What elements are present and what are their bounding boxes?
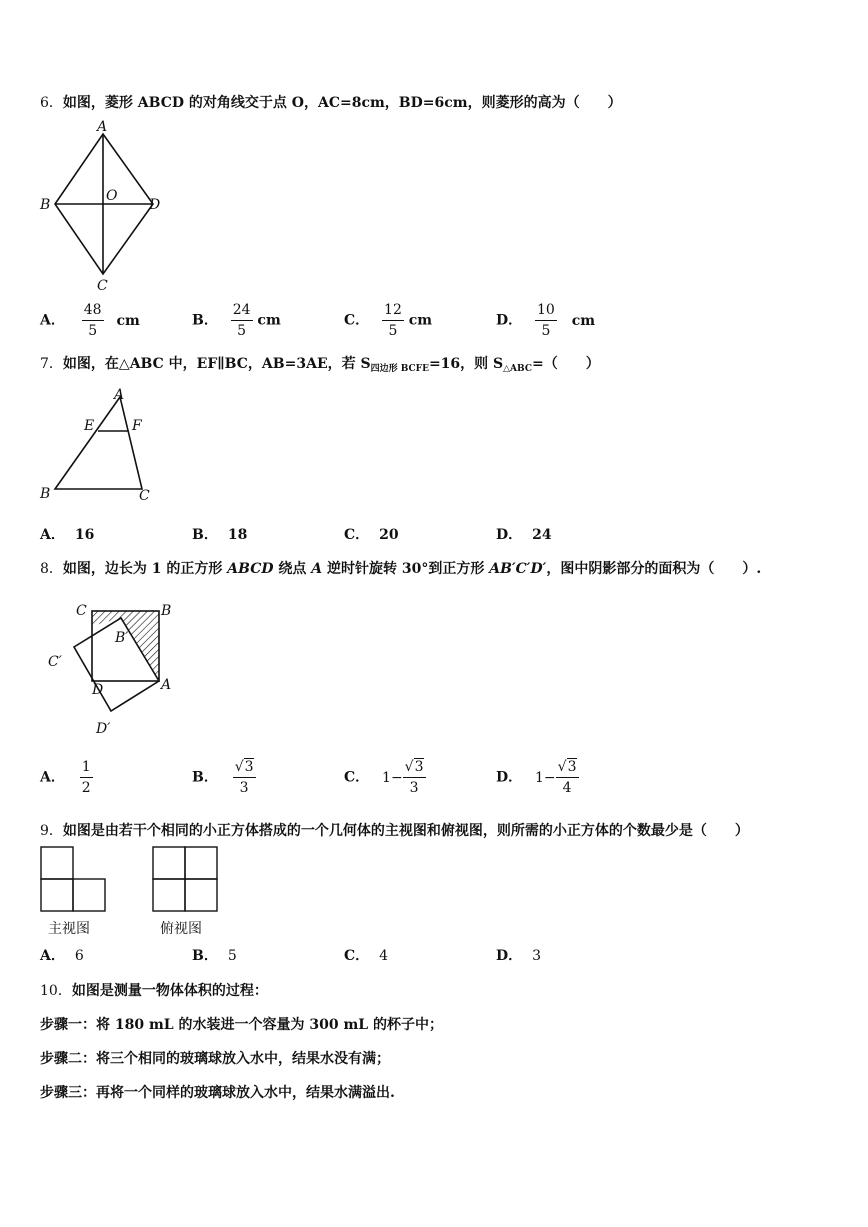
option-value: 6 (74, 948, 84, 964)
numerator: 48 (82, 300, 104, 321)
option-letter: D． (496, 527, 523, 543)
q8-abcd-rotated: AB′C′D′ (489, 561, 547, 577)
option-letter: C． (344, 769, 370, 786)
option-letter: D． (496, 769, 523, 786)
q7-number: 7． (40, 356, 63, 372)
unit: cm (257, 312, 281, 329)
q10-text: 如图是测量一物体体积的过程： (71, 983, 268, 999)
radicand: 3 (414, 759, 424, 775)
option-value: 3 (532, 948, 542, 964)
denominator: 5 (388, 323, 398, 339)
option-letter: C． (344, 527, 370, 543)
label-c-prime: C′ (48, 654, 62, 670)
q6-option-c[interactable] (344, 300, 432, 341)
radicand: 3 (567, 759, 577, 775)
q7-option-c[interactable] (344, 524, 399, 544)
denominator: 2 (81, 780, 91, 796)
fraction (556, 757, 579, 798)
q6-number: 6． (40, 95, 63, 111)
label-b: B (161, 603, 172, 619)
numerator (403, 757, 426, 778)
label-o: O (106, 188, 118, 204)
q8-option-a[interactable] (40, 757, 93, 798)
label-b-prime: B′ (115, 630, 129, 646)
shaded-region (92, 611, 159, 681)
option-letter: A． (40, 948, 65, 964)
option-prefix: 1− (382, 769, 403, 786)
front-view-cell (41, 847, 73, 879)
q8-text-a: 如图，边长为 1 的正方形 (62, 561, 228, 577)
option-value: 18 (227, 527, 248, 543)
option-letter: D． (496, 948, 523, 964)
q6-rhombus-figure (36, 118, 176, 294)
q9-stem (40, 820, 749, 840)
q7-stem (40, 353, 600, 374)
numerator: 1 (80, 757, 93, 778)
numerator: 12 (382, 300, 404, 321)
q9-option-c[interactable] (344, 945, 388, 965)
q6-text: 如图，菱形 ABCD 的对角线交于点 O，AC=8cm，BD=6cm，则菱形的高为（ ） (62, 95, 622, 111)
option-value: 4 (379, 948, 389, 964)
q7-option-a[interactable] (40, 524, 94, 544)
q9-text: 如图是由若干个相同的小正方体搭成的一个几何体的主视图和俯视图，则所需的小正方体的个数最少是（ ） (62, 823, 749, 839)
sqrt-symbol: √3 (404, 759, 424, 775)
option-value: 16 (74, 527, 95, 543)
q10-step-3: 步骤三：再将一个同样的玻璃球放入水中，结果水满溢出. (40, 1085, 395, 1101)
denominator: 5 (237, 323, 247, 339)
q8-option-d[interactable] (496, 757, 579, 798)
q9-option-d[interactable] (496, 945, 541, 965)
top-view-cell (153, 847, 185, 879)
q10-step-2: 步骤二：将三个相同的玻璃球放入水中，结果水没有满； (40, 1051, 390, 1067)
q9-number: 9． (40, 823, 63, 839)
front-view-cell (41, 879, 73, 911)
q7-text-b: =16，则 S (428, 356, 504, 372)
denominator: 5 (541, 323, 551, 339)
fraction (535, 300, 557, 341)
option-letter: D． (496, 312, 523, 329)
unit: cm (408, 312, 433, 329)
top-view-caption: 俯视图 (160, 921, 202, 937)
unit: cm (571, 312, 596, 329)
q8-text-b: 绕点 (273, 561, 312, 577)
option-letter: B． (192, 527, 218, 543)
option-prefix: 1− (535, 769, 556, 786)
q8-abcd: ABCD (227, 561, 274, 577)
q7-triangle-figure (36, 385, 166, 510)
label-a: A (161, 677, 172, 693)
q9-option-a[interactable] (40, 945, 84, 965)
numerator (556, 757, 579, 778)
q8-text-c: 逆时针旋转 30°到正方形 (322, 561, 490, 577)
label-b: B (40, 486, 51, 502)
unit: cm (116, 312, 140, 329)
option-value: 20 (379, 527, 399, 543)
label-d: D (92, 682, 104, 698)
q9-option-b[interactable] (192, 945, 237, 965)
option-letter: C． (344, 948, 370, 964)
triangle-abc (55, 397, 142, 489)
fraction (231, 300, 253, 341)
option-letter: A． (40, 312, 65, 329)
q8-option-b[interactable] (192, 757, 256, 798)
label-c: C (97, 278, 108, 294)
sqrt-symbol: √3 (557, 759, 577, 775)
top-view-cell (185, 847, 217, 879)
q7-text-a: 如图，在△ABC 中，EF∥BC，AB=3AE，若 S (62, 356, 371, 372)
option-letter: B． (192, 948, 218, 964)
option-letter: B． (192, 312, 218, 329)
q9-front-view (40, 846, 110, 916)
option-letter: A． (40, 769, 65, 786)
label-a: A (97, 119, 108, 135)
option-value: 24 (532, 527, 552, 543)
top-view-cell (153, 879, 185, 911)
q7-text-c: =（ ） (531, 356, 600, 372)
label-b: B (40, 197, 51, 213)
q8-number: 8． (40, 561, 63, 577)
top-view-cell (185, 879, 217, 911)
q10-number: 10． (40, 983, 72, 999)
fraction (80, 757, 93, 798)
fraction (233, 757, 256, 798)
label-d: D (149, 197, 161, 213)
label-e: E (84, 418, 95, 434)
q7-option-d[interactable] (496, 524, 552, 544)
label-c: C (139, 488, 150, 504)
q6-option-b[interactable] (192, 300, 281, 341)
denominator: 3 (239, 780, 249, 796)
denominator: 4 (562, 780, 572, 796)
q8-rotated-squares-figure (40, 598, 200, 748)
fraction (403, 757, 426, 798)
q10-step-1: 步骤一：将 180 mL 的水装进一个容量为 300 mL 的杯子中； (40, 1017, 444, 1033)
q6-option-d[interactable] (496, 300, 595, 341)
q6-stem (40, 92, 622, 112)
sqrt-symbol: √3 (234, 759, 254, 775)
denominator: 5 (88, 323, 98, 339)
q8-text-d: ，图中阴影部分的面积为（ ）. (546, 561, 762, 577)
q8-stem (40, 558, 761, 578)
option-letter: C． (344, 312, 370, 329)
q8-point-a: A (311, 561, 323, 577)
q7-sub-tri: △ABC (503, 364, 532, 374)
label-d-prime: D′ (96, 721, 111, 737)
q9-top-view (152, 846, 222, 916)
numerator (233, 757, 256, 778)
q10-stem (40, 980, 268, 1000)
label-c: C (76, 603, 87, 619)
radicand: 3 (244, 759, 254, 775)
front-view-caption: 主视图 (48, 921, 90, 937)
option-letter: B． (192, 769, 218, 786)
front-view-cell (73, 879, 105, 911)
fraction (382, 300, 404, 341)
denominator: 3 (409, 780, 419, 796)
label-a: A (114, 387, 125, 403)
q7-option-b[interactable] (192, 524, 247, 544)
q7-sub-quad: 四边形 BCFE (370, 364, 429, 374)
q8-option-c[interactable] (344, 757, 426, 798)
option-letter: A． (40, 527, 65, 543)
q6-option-a[interactable] (40, 300, 140, 341)
numerator: 10 (535, 300, 557, 321)
numerator: 24 (231, 300, 253, 321)
fraction (82, 300, 104, 341)
label-f: F (132, 418, 142, 434)
option-value: 5 (227, 948, 237, 964)
